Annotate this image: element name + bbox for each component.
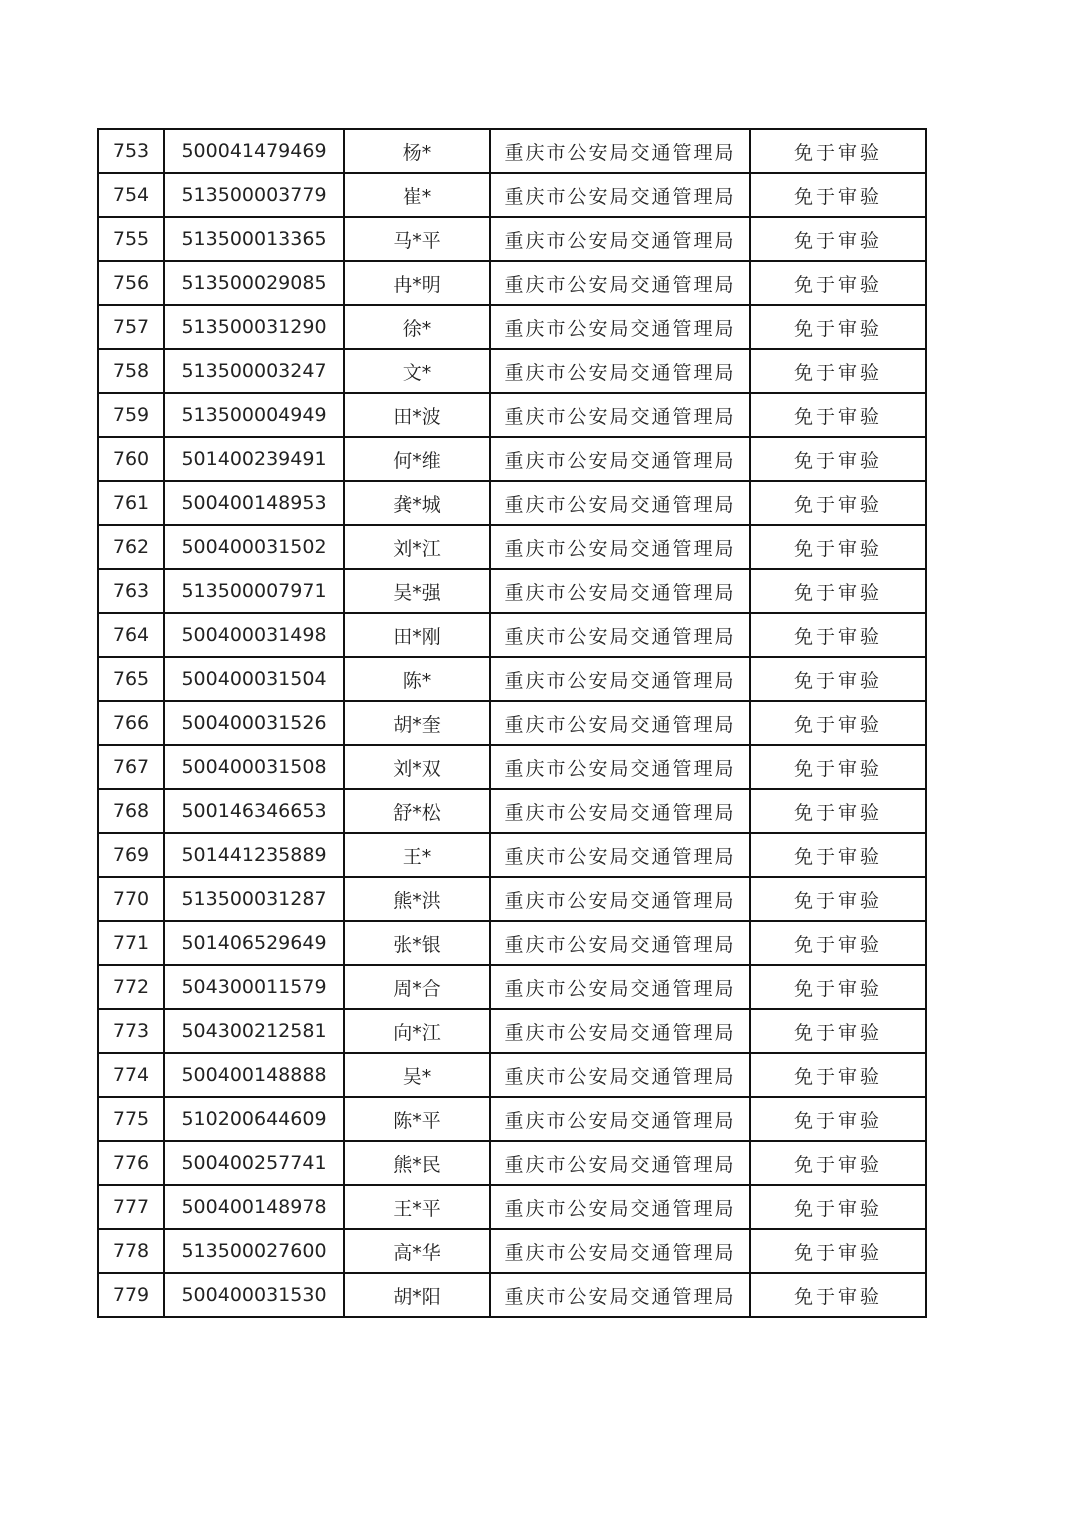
- issuing-authority-cell: 重庆市公安局交通管理局: [490, 833, 750, 877]
- license-number-cell: 513500013365: [164, 217, 344, 261]
- license-table: [97, 128, 927, 1318]
- row-number-cell: 779: [98, 1273, 164, 1317]
- table-row: [98, 1229, 926, 1273]
- table-row: [98, 1185, 926, 1229]
- row-number-cell: 774: [98, 1053, 164, 1097]
- holder-name-cell: 田*波: [344, 393, 490, 437]
- review-status-cell: 免于审验: [750, 173, 926, 217]
- license-number-cell: 500146346653: [164, 789, 344, 833]
- table-row: [98, 657, 926, 701]
- issuing-authority-cell: 重庆市公安局交通管理局: [490, 1097, 750, 1141]
- issuing-authority-cell: 重庆市公安局交通管理局: [490, 1053, 750, 1097]
- row-number-cell: 763: [98, 569, 164, 613]
- issuing-authority-cell: 重庆市公安局交通管理局: [490, 217, 750, 261]
- table-row: [98, 305, 926, 349]
- holder-name-cell: 龚*城: [344, 481, 490, 525]
- table-row: [98, 217, 926, 261]
- review-status-cell: 免于审验: [750, 701, 926, 745]
- holder-name-cell: 陈*平: [344, 1097, 490, 1141]
- issuing-authority-cell: 重庆市公安局交通管理局: [490, 613, 750, 657]
- review-status-cell: 免于审验: [750, 1185, 926, 1229]
- holder-name-cell: 王*平: [344, 1185, 490, 1229]
- license-number-cell: 513500003779: [164, 173, 344, 217]
- table-row: [98, 921, 926, 965]
- table-row: [98, 877, 926, 921]
- issuing-authority-cell: 重庆市公安局交通管理局: [490, 1273, 750, 1317]
- holder-name-cell: 周*合: [344, 965, 490, 1009]
- issuing-authority-cell: 重庆市公安局交通管理局: [490, 965, 750, 1009]
- holder-name-cell: 马*平: [344, 217, 490, 261]
- table-row: [98, 613, 926, 657]
- license-number-cell: 500400031530: [164, 1273, 344, 1317]
- license-number-cell: 513500003247: [164, 349, 344, 393]
- row-number-cell: 756: [98, 261, 164, 305]
- holder-name-cell: 徐*: [344, 305, 490, 349]
- license-number-cell: 510200644609: [164, 1097, 344, 1141]
- review-status-cell: 免于审验: [750, 613, 926, 657]
- holder-name-cell: 崔*: [344, 173, 490, 217]
- table-row: [98, 173, 926, 217]
- table-row: [98, 1009, 926, 1053]
- row-number-cell: 768: [98, 789, 164, 833]
- issuing-authority-cell: 重庆市公安局交通管理局: [490, 393, 750, 437]
- license-number-cell: 500400031504: [164, 657, 344, 701]
- table-row: [98, 437, 926, 481]
- review-status-cell: 免于审验: [750, 569, 926, 613]
- review-status-cell: 免于审验: [750, 657, 926, 701]
- holder-name-cell: 何*维: [344, 437, 490, 481]
- license-number-cell: 500400257741: [164, 1141, 344, 1185]
- table-row: [98, 1141, 926, 1185]
- row-number-cell: 776: [98, 1141, 164, 1185]
- review-status-cell: 免于审验: [750, 745, 926, 789]
- row-number-cell: 762: [98, 525, 164, 569]
- issuing-authority-cell: 重庆市公安局交通管理局: [490, 1229, 750, 1273]
- review-status-cell: 免于审验: [750, 437, 926, 481]
- review-status-cell: 免于审验: [750, 1009, 926, 1053]
- issuing-authority-cell: 重庆市公安局交通管理局: [490, 481, 750, 525]
- license-number-cell: 501406529649: [164, 921, 344, 965]
- holder-name-cell: 冉*明: [344, 261, 490, 305]
- license-number-cell: 500400031526: [164, 701, 344, 745]
- license-number-cell: 504300212581: [164, 1009, 344, 1053]
- issuing-authority-cell: 重庆市公安局交通管理局: [490, 701, 750, 745]
- issuing-authority-cell: 重庆市公安局交通管理局: [490, 877, 750, 921]
- review-status-cell: 免于审验: [750, 1229, 926, 1273]
- row-number-cell: 758: [98, 349, 164, 393]
- review-status-cell: 免于审验: [750, 525, 926, 569]
- issuing-authority-cell: 重庆市公安局交通管理局: [490, 1009, 750, 1053]
- license-number-cell: 500400031502: [164, 525, 344, 569]
- holder-name-cell: 田*刚: [344, 613, 490, 657]
- holder-name-cell: 王*: [344, 833, 490, 877]
- table-row: [98, 393, 926, 437]
- license-number-cell: 500400148888: [164, 1053, 344, 1097]
- license-number-cell: 501400239491: [164, 437, 344, 481]
- table-row: [98, 525, 926, 569]
- row-number-cell: 759: [98, 393, 164, 437]
- license-number-cell: 500400031508: [164, 745, 344, 789]
- row-number-cell: 777: [98, 1185, 164, 1229]
- holder-name-cell: 张*银: [344, 921, 490, 965]
- review-status-cell: 免于审验: [750, 833, 926, 877]
- review-status-cell: 免于审验: [750, 877, 926, 921]
- holder-name-cell: 熊*洪: [344, 877, 490, 921]
- row-number-cell: 761: [98, 481, 164, 525]
- holder-name-cell: 陈*: [344, 657, 490, 701]
- table-row: [98, 745, 926, 789]
- issuing-authority-cell: 重庆市公安局交通管理局: [490, 569, 750, 613]
- license-number-cell: 500400148978: [164, 1185, 344, 1229]
- license-number-cell: 513500031287: [164, 877, 344, 921]
- issuing-authority-cell: 重庆市公安局交通管理局: [490, 173, 750, 217]
- review-status-cell: 免于审验: [750, 481, 926, 525]
- issuing-authority-cell: 重庆市公安局交通管理局: [490, 261, 750, 305]
- row-number-cell: 764: [98, 613, 164, 657]
- review-status-cell: 免于审验: [750, 305, 926, 349]
- table-row: [98, 349, 926, 393]
- table-body: [98, 129, 926, 1317]
- row-number-cell: 766: [98, 701, 164, 745]
- table-row: [98, 261, 926, 305]
- row-number-cell: 770: [98, 877, 164, 921]
- license-number-cell: 513500031290: [164, 305, 344, 349]
- holder-name-cell: 熊*民: [344, 1141, 490, 1185]
- holder-name-cell: 吴*: [344, 1053, 490, 1097]
- table-row: [98, 569, 926, 613]
- review-status-cell: 免于审验: [750, 1053, 926, 1097]
- row-number-cell: 778: [98, 1229, 164, 1273]
- row-number-cell: 771: [98, 921, 164, 965]
- review-status-cell: 免于审验: [750, 1273, 926, 1317]
- holder-name-cell: 舒*松: [344, 789, 490, 833]
- issuing-authority-cell: 重庆市公安局交通管理局: [490, 657, 750, 701]
- row-number-cell: 753: [98, 129, 164, 173]
- holder-name-cell: 高*华: [344, 1229, 490, 1273]
- row-number-cell: 754: [98, 173, 164, 217]
- license-number-cell: 513500007971: [164, 569, 344, 613]
- review-status-cell: 免于审验: [750, 921, 926, 965]
- issuing-authority-cell: 重庆市公安局交通管理局: [490, 349, 750, 393]
- issuing-authority-cell: 重庆市公安局交通管理局: [490, 1141, 750, 1185]
- row-number-cell: 772: [98, 965, 164, 1009]
- holder-name-cell: 杨*: [344, 129, 490, 173]
- issuing-authority-cell: 重庆市公安局交通管理局: [490, 1185, 750, 1229]
- row-number-cell: 775: [98, 1097, 164, 1141]
- table-row: [98, 1097, 926, 1141]
- holder-name-cell: 刘*江: [344, 525, 490, 569]
- review-status-cell: 免于审验: [750, 965, 926, 1009]
- license-number-cell: 500400148953: [164, 481, 344, 525]
- issuing-authority-cell: 重庆市公安局交通管理局: [490, 745, 750, 789]
- row-number-cell: 765: [98, 657, 164, 701]
- review-status-cell: 免于审验: [750, 217, 926, 261]
- issuing-authority-cell: 重庆市公安局交通管理局: [490, 789, 750, 833]
- holder-name-cell: 刘*双: [344, 745, 490, 789]
- table-row: [98, 833, 926, 877]
- issuing-authority-cell: 重庆市公安局交通管理局: [490, 921, 750, 965]
- license-number-cell: 500041479469: [164, 129, 344, 173]
- license-number-cell: 513500027600: [164, 1229, 344, 1273]
- holder-name-cell: 胡*奎: [344, 701, 490, 745]
- review-status-cell: 免于审验: [750, 1141, 926, 1185]
- holder-name-cell: 向*江: [344, 1009, 490, 1053]
- issuing-authority-cell: 重庆市公安局交通管理局: [490, 305, 750, 349]
- row-number-cell: 769: [98, 833, 164, 877]
- license-number-cell: 504300011579: [164, 965, 344, 1009]
- review-status-cell: 免于审验: [750, 1097, 926, 1141]
- review-status-cell: 免于审验: [750, 393, 926, 437]
- table-row: [98, 129, 926, 173]
- table-row: [98, 789, 926, 833]
- review-status-cell: 免于审验: [750, 129, 926, 173]
- table-row: [98, 701, 926, 745]
- review-status-cell: 免于审验: [750, 349, 926, 393]
- row-number-cell: 773: [98, 1009, 164, 1053]
- row-number-cell: 767: [98, 745, 164, 789]
- license-number-cell: 513500004949: [164, 393, 344, 437]
- table-row: [98, 481, 926, 525]
- table-row: [98, 1273, 926, 1317]
- holder-name-cell: 胡*阳: [344, 1273, 490, 1317]
- row-number-cell: 760: [98, 437, 164, 481]
- review-status-cell: 免于审验: [750, 789, 926, 833]
- issuing-authority-cell: 重庆市公安局交通管理局: [490, 129, 750, 173]
- review-status-cell: 免于审验: [750, 261, 926, 305]
- issuing-authority-cell: 重庆市公安局交通管理局: [490, 437, 750, 481]
- holder-name-cell: 文*: [344, 349, 490, 393]
- license-number-cell: 500400031498: [164, 613, 344, 657]
- issuing-authority-cell: 重庆市公安局交通管理局: [490, 525, 750, 569]
- row-number-cell: 755: [98, 217, 164, 261]
- table-row: [98, 1053, 926, 1097]
- holder-name-cell: 吴*强: [344, 569, 490, 613]
- license-number-cell: 501441235889: [164, 833, 344, 877]
- table-row: [98, 965, 926, 1009]
- row-number-cell: 757: [98, 305, 164, 349]
- license-number-cell: 513500029085: [164, 261, 344, 305]
